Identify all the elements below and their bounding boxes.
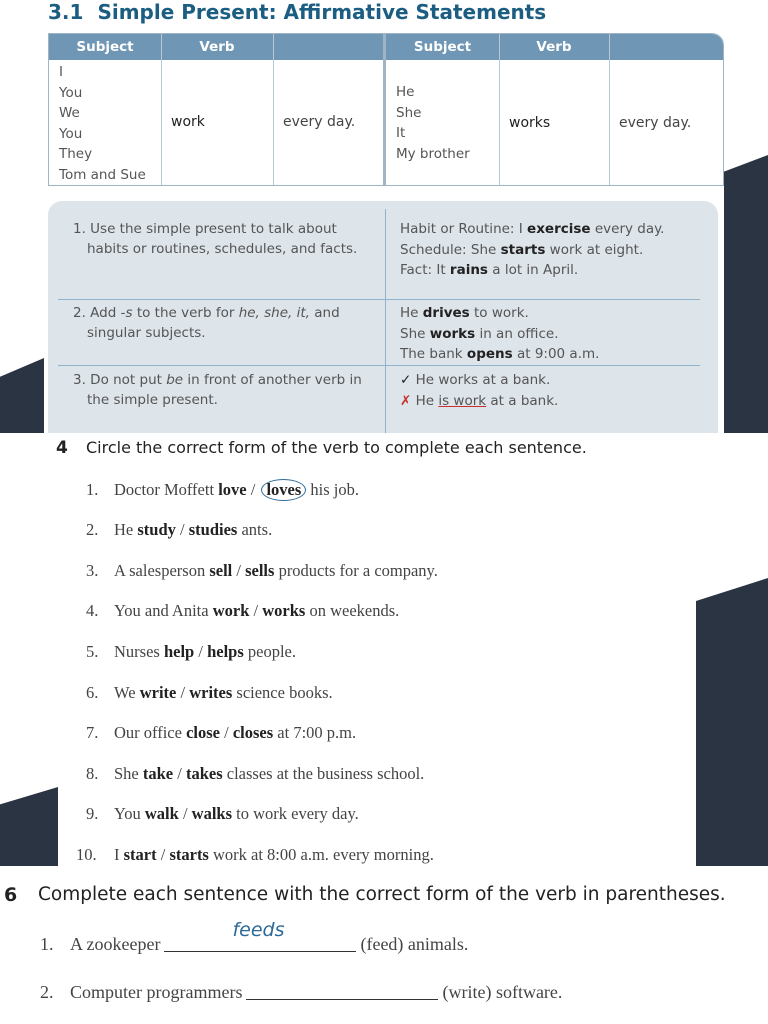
example-line: He drives to work. (400, 305, 529, 321)
exercise-4-item[interactable]: 4. You and Anita work / works on weekends. (86, 601, 400, 620)
option-1: love (218, 480, 247, 499)
example-line: Fact: It rains a lot in April. (400, 262, 579, 278)
subject-item: You (59, 84, 83, 101)
exercise-6-item: 2. Computer programmers (write) software. (40, 979, 562, 1003)
circled-answer: loves (261, 479, 306, 501)
background-shape-right-mid (696, 578, 768, 866)
background-shape-left-top (0, 358, 44, 433)
subject-item: Tom and Sue (59, 166, 146, 183)
exercise-4-item[interactable]: 3. A salesperson sell / sells products for a company. (86, 561, 438, 580)
section-number: 3.1 (48, 0, 84, 24)
exercise-4-number: 4 (56, 438, 68, 458)
exercise-4-instruction: Circle the correct form of the verb to complete each sentence. (86, 438, 587, 457)
rule-text: 2. Add -s to the verb for he, she, it, and singular subjects. (73, 305, 340, 341)
exercise-4-item[interactable]: 2. He study / studies ants. (86, 520, 273, 539)
grammar-divider-horizontal (58, 365, 700, 366)
exercise-4-item[interactable]: 1. Doctor Moffett love / loves his job. (86, 480, 360, 499)
grammar-rule-1 (73, 219, 378, 259)
header-verb-right: Verb (536, 39, 572, 55)
background-shape-right-top (724, 155, 768, 433)
grammar-notes-box (48, 201, 718, 433)
subject-item: I (59, 64, 63, 80)
subject-item: He (396, 84, 415, 100)
subject-item: It (396, 125, 406, 141)
grammar-divider-horizontal (58, 299, 700, 300)
exercise-6-instruction: Complete each sentence with the correct form of the verb in parentheses. (38, 884, 726, 905)
answer-blank[interactable] (246, 979, 438, 1000)
exercise-4-item[interactable]: 7. Our office close / closes at 7:00 p.m. (86, 723, 357, 742)
section-title (48, 0, 546, 24)
example-line: Schedule: She starts work at eight. (400, 241, 644, 258)
exercise-6-number: 6 (4, 884, 18, 906)
rule-text: 3. Do not put be in front of another verb in the simple present. (73, 372, 362, 408)
grammar-examples-3 (400, 370, 558, 411)
grammar-examples-2 (400, 303, 599, 365)
table-split (383, 34, 386, 185)
rule-text: 1. Use the simple present to talk about habits or routines, schedules, and facts. (73, 221, 358, 257)
divider (273, 34, 274, 185)
header-verb-left: Verb (199, 39, 235, 55)
subject-item: She (396, 104, 422, 121)
handwritten-answer: feeds (232, 919, 285, 941)
subject-item: We (59, 105, 80, 121)
header-blank-left (273, 34, 383, 60)
answer-blank[interactable] (164, 919, 356, 952)
check-icon: ✓ (400, 372, 412, 388)
header-subject-right: Subject (413, 39, 472, 55)
subject-item: They (59, 146, 93, 162)
left-subject-list (59, 62, 146, 185)
exercise-4-item[interactable]: 10. I start / starts work at 8:00 a.m. every morning. (76, 845, 434, 864)
exercise-4-item[interactable]: 6. We write / writes science books. (86, 683, 333, 702)
right-time: every day. (619, 115, 692, 131)
left-verb: work (171, 114, 205, 130)
exercise-4-item[interactable]: 9. You walk / walks to work every day. (86, 804, 359, 823)
cross-icon: ✗ (400, 392, 412, 409)
right-subject-list (396, 82, 470, 164)
divider (609, 34, 610, 185)
exercise-4-item[interactable]: 8. She take / takes classes at the business school. (86, 764, 425, 783)
grammar-examples-1 (400, 219, 664, 281)
grammar-divider-vertical (385, 209, 386, 433)
wrong-example: ✗ He is work at a bank. (400, 392, 559, 409)
conjugation-table (48, 33, 724, 186)
grammar-rule-2 (73, 303, 378, 343)
divider (499, 34, 500, 185)
exercise-6-item: 1. A zookeeper feeds (feed) animals. (40, 919, 469, 954)
header-subject-left: Subject (76, 39, 134, 55)
divider (161, 34, 162, 185)
subject-item: You (59, 125, 83, 142)
left-time: every day. (283, 114, 356, 130)
exercise-4-item[interactable]: 5. Nurses help / helps people. (86, 642, 296, 661)
background-shape-left-bottom (0, 787, 58, 866)
subject-item: My brother (396, 145, 470, 162)
grammar-rule-3 (73, 370, 378, 410)
right-verb: works (509, 115, 551, 131)
example-line: Habit or Routine: I exercise every day. (400, 221, 665, 237)
example-line: She works in an office. (400, 325, 559, 342)
section-heading: Simple Present: Affirmative Statements (97, 0, 547, 24)
header-blank-right (609, 34, 723, 60)
example-line: The bank opens at 9:00 a.m. (400, 346, 600, 362)
correct-example: ✓ He works at a bank. (400, 372, 551, 388)
